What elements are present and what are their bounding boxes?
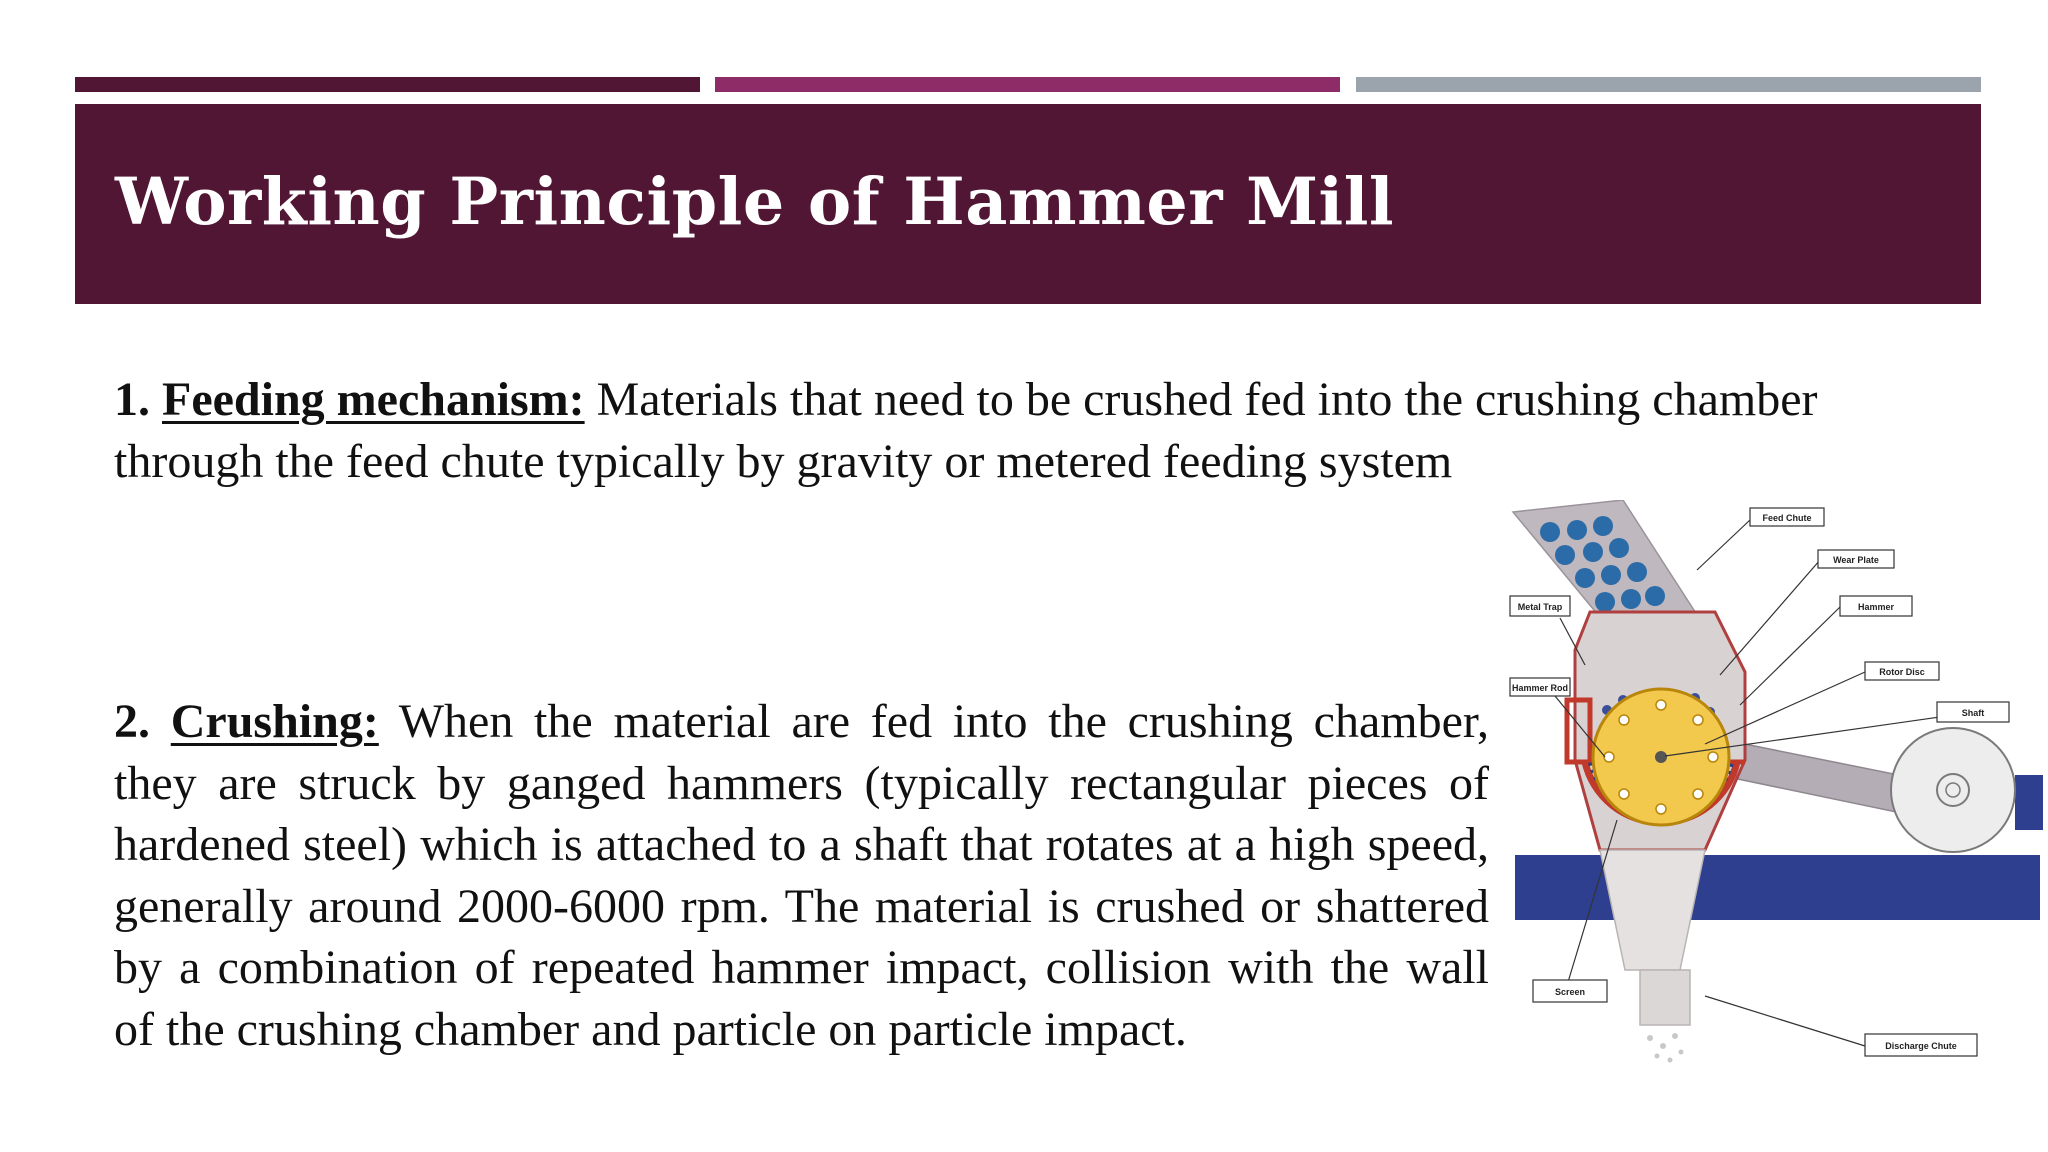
point-feeding-number: 1. (114, 373, 150, 426)
point-feeding-lead (114, 373, 585, 426)
point-crushing (114, 691, 1489, 1060)
point-crushing-lead (114, 695, 379, 748)
shaft-center (1655, 751, 1667, 763)
motor-housing (2015, 775, 2043, 830)
svg-text:Hammer Rod: Hammer Rod (1511, 683, 1569, 693)
title-banner (75, 104, 1981, 304)
svg-text:Shaft: Shaft (1961, 708, 1985, 718)
svg-text:Discharge Chute: Discharge Chute (1885, 1041, 1957, 1051)
motor-pulley (1891, 728, 2015, 852)
label-shaft (1937, 702, 2009, 722)
accent-bar-magenta (715, 77, 1340, 92)
svg-text:Rotor Disc: Rotor Disc (1879, 667, 1925, 677)
label-feed-chute (1750, 508, 1824, 526)
point-feeding (114, 369, 1944, 492)
svg-text:Screen: Screen (1554, 987, 1586, 997)
hammer-mill-diagram (1505, 500, 2045, 1072)
label-hammer-rod (1510, 678, 1570, 696)
label-rotor-disc (1865, 662, 1939, 680)
point-crushing-number: 2. (114, 695, 150, 748)
point-feeding-text: Materials that need to be crushed fed into the crushing chamber through the feed chute typically by gravity or metered feeding system (114, 373, 1818, 488)
base-platform (1515, 855, 2040, 920)
svg-text:Hammer: Hammer (1857, 602, 1895, 612)
label-wear-plate (1818, 550, 1894, 568)
discharge-particles (1647, 1033, 1684, 1063)
label-hammer (1840, 596, 1912, 616)
svg-text:Metal Trap: Metal Trap (1517, 602, 1563, 612)
discharge-chute-shape (1600, 850, 1705, 970)
label-discharge-chute (1865, 1034, 1977, 1056)
accent-bar-gray (1356, 77, 1981, 92)
point-crushing-text: When the material are fed into the crushing chamber, they are struck by ganged hammers (typically rectangular pieces of hardened steel) which is attached to a shaft that rotates at a high speed, generally around 2000-6000 rpm. The material is crushed or shattered by a combination of repeated hammer impact, collision with the wall of the crushing chamber and particle on particle impact. (114, 695, 1489, 1056)
svg-text:Wear Plate: Wear Plate (1833, 555, 1879, 565)
label-screen (1533, 980, 1607, 1002)
slide-title: Working Principle of Hammer Mill (115, 164, 1395, 240)
point-feeding-heading: Feeding mechanism: (162, 373, 585, 426)
label-metal-trap (1510, 596, 1570, 616)
svg-text:Feed Chute: Feed Chute (1762, 513, 1812, 523)
point-crushing-heading: Crushing: (170, 695, 379, 748)
accent-bar-dark (75, 77, 700, 92)
